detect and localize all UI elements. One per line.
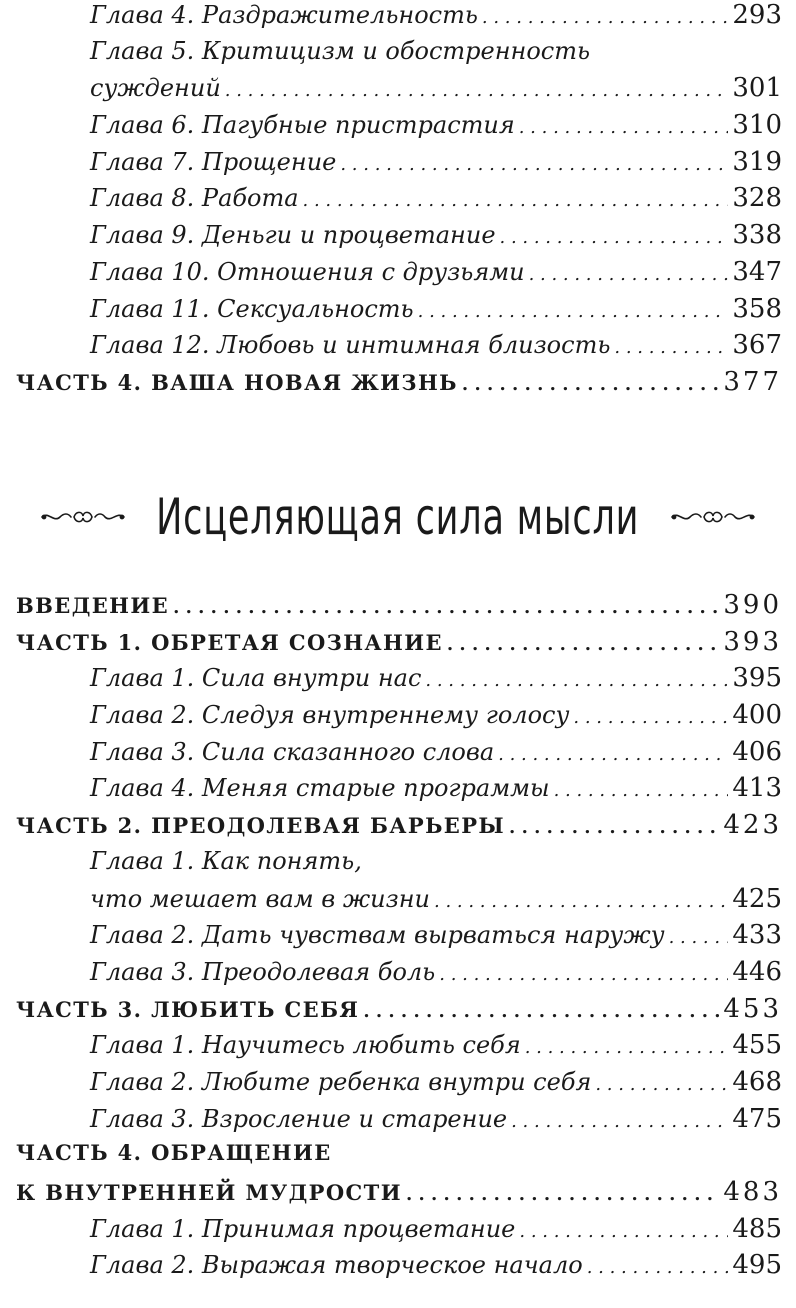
dot-leader <box>500 221 729 249</box>
dot-leader <box>173 593 719 618</box>
ornament-left-icon <box>38 502 128 532</box>
toc-entry-title: Глава 2. Любите ребенка внутри себя <box>90 1067 592 1096</box>
dot-leader <box>447 630 719 655</box>
toc-entry-page: 495 <box>732 1250 782 1281</box>
toc-entry <box>0 220 796 257</box>
dot-leader <box>482 1 728 29</box>
dot-leader <box>525 1031 729 1059</box>
toc-entry-title: Глава 9. Деньги и процветание <box>90 221 496 250</box>
dot-leader <box>511 1105 728 1133</box>
toc-entry-title: ЧАСТЬ 3. ЛЮБИТЬ СЕБЯ <box>16 996 360 1022</box>
toc-entry-page: 485 <box>732 1213 782 1244</box>
toc-entry-title: К ВНУТРЕННЕЙ МУДРОСТИ <box>16 1180 402 1205</box>
toc-entry-title: ЧАСТЬ 2. ПРЕОДОЛЕВАЯ БАРЬЕРЫ <box>16 813 506 839</box>
toc-entry <box>0 700 796 737</box>
toc-entry <box>0 1067 796 1104</box>
toc-entry-page: 293 <box>732 0 782 30</box>
toc-entry-title: ЧАСТЬ 1. ОБРЕТАЯ СОЗНАНИЕ <box>16 629 443 655</box>
toc-entry <box>0 957 796 994</box>
toc-entry <box>0 663 796 700</box>
dot-leader <box>529 258 729 286</box>
toc-entry-page: 446 <box>732 956 782 987</box>
toc-entry-page: 433 <box>732 920 782 951</box>
toc-entry-title: Глава 3. Сила сказанного слова <box>90 737 495 766</box>
ornament-right-icon <box>668 502 758 532</box>
toc-entry-page: 468 <box>732 1066 782 1097</box>
dot-leader <box>434 885 728 913</box>
toc-entry <box>0 627 796 664</box>
toc-entry-title: Глава 12. Любовь и интимная близость <box>90 331 611 360</box>
toc-entry <box>0 1214 796 1251</box>
dot-leader <box>418 295 729 323</box>
toc-entry <box>0 294 796 331</box>
section-heading: Исцеляющая сила мысли <box>156 488 640 546</box>
toc-entry <box>0 73 796 110</box>
toc-entry <box>0 330 796 367</box>
toc-entry <box>0 773 796 810</box>
toc-entry <box>0 1250 796 1287</box>
toc-entry-title: ЧАСТЬ 4. ВАША НОВАЯ ЖИЗНЬ <box>16 369 458 395</box>
toc-entry <box>0 920 796 957</box>
toc-entry <box>0 994 796 1031</box>
toc-entry-title: Глава 1. Сила внутри нас <box>90 664 422 693</box>
toc-entry <box>0 257 796 294</box>
dot-leader <box>340 148 728 176</box>
toc-entry-page: 301 <box>732 73 782 104</box>
dot-leader <box>554 774 729 802</box>
toc-top-list <box>0 0 796 404</box>
dot-leader <box>669 921 729 949</box>
toc-entry-page: 390 <box>723 590 782 620</box>
dot-leader <box>425 664 728 692</box>
toc-entry-page: 377 <box>723 366 782 397</box>
toc-entry <box>0 1104 796 1141</box>
dot-leader <box>406 1180 719 1205</box>
dot-leader <box>614 331 728 359</box>
toc-entry-page: 367 <box>732 330 782 361</box>
toc-entry-page: 406 <box>732 736 782 767</box>
toc-entry-page: 455 <box>732 1030 782 1061</box>
toc-entry <box>0 1140 796 1177</box>
toc-entry-page: 453 <box>723 993 782 1024</box>
toc-entry <box>0 1177 796 1214</box>
toc-entry <box>0 847 796 884</box>
toc-entry-page: 310 <box>732 110 782 141</box>
toc-entry-page: 400 <box>732 700 782 731</box>
toc-entry-title: Глава 7. Прощение <box>90 147 337 176</box>
toc-entry-page: 347 <box>732 256 782 287</box>
dot-leader <box>303 184 729 212</box>
toc-entry-title: Глава 1. Принимая процветание <box>90 1214 516 1243</box>
toc-entry-page: 395 <box>732 663 782 694</box>
toc-entry <box>0 37 796 74</box>
toc-entry-title: Глава 4. Раздражительность <box>90 1 478 29</box>
toc-entry-page: 393 <box>723 626 782 657</box>
toc-entry-title: ВВЕДЕНИЕ <box>16 593 170 618</box>
toc-entry-title: Глава 2. Выражая творческое начало <box>90 1251 583 1280</box>
toc-entry-title: Глава 5. Критицизм и обостренность <box>90 36 591 65</box>
toc-entry <box>0 367 796 404</box>
dot-leader <box>462 370 719 395</box>
dot-leader <box>363 997 719 1022</box>
dot-leader <box>573 701 728 729</box>
toc-entry-title: Глава 8. Работа <box>90 184 299 213</box>
toc-entry-title: Глава 2. Дать чувствам вырваться наружу <box>90 921 665 950</box>
toc-entry <box>0 884 796 921</box>
toc-entry-page: 475 <box>732 1103 782 1134</box>
toc-entry-title: Глава 3. Взросление и старение <box>90 1104 508 1133</box>
dot-leader <box>587 1251 729 1279</box>
toc-entry-page: 413 <box>732 773 782 804</box>
toc-entry-page: 338 <box>732 220 782 251</box>
dot-leader <box>498 738 728 766</box>
toc-entry-page: 425 <box>732 883 782 914</box>
toc-entry-title: Глава 1. Как понять, <box>90 846 362 875</box>
toc-entry-title: Глава 4. Меняя старые программы <box>90 774 550 803</box>
toc-entry-title: ЧАСТЬ 4. ОБРАЩЕНИЕ <box>16 1140 332 1166</box>
dot-leader <box>519 1215 728 1243</box>
toc-entry-page: 358 <box>732 293 782 324</box>
dot-leader <box>509 813 719 838</box>
toc-entry-title: Глава 2. Следуя внутреннему голосу <box>90 701 570 730</box>
toc-entry <box>0 810 796 847</box>
toc-entry-title: Глава 11. Сексуальность <box>90 294 414 323</box>
toc-entry-page: 423 <box>723 810 782 841</box>
toc-entry <box>0 110 796 147</box>
toc-entry <box>0 0 796 37</box>
toc-entry-title: Глава 10. Отношения с друзьями <box>90 257 525 286</box>
toc-entry <box>0 590 796 627</box>
dot-leader <box>225 74 729 102</box>
toc-entry-page: 328 <box>732 183 782 214</box>
toc-entry <box>0 737 796 774</box>
toc-entry <box>0 1030 796 1067</box>
toc-bottom-list <box>0 590 796 1287</box>
toc-entry-title: Глава 1. Научитесь любить себя <box>90 1031 521 1060</box>
toc-entry-title: Глава 6. Пагубные пристрастия <box>90 111 515 140</box>
toc-entry-page: 483 <box>723 1177 782 1207</box>
dot-leader <box>519 111 729 139</box>
toc-entry <box>0 183 796 220</box>
toc-entry <box>0 147 796 184</box>
toc-entry-title: Глава 3. Преодолевая боль <box>90 957 436 986</box>
toc-entry-title: суждений <box>90 74 221 103</box>
toc-entry-title: что мешает вам в жизни <box>90 884 430 913</box>
toc-entry-page: 319 <box>732 146 782 177</box>
dot-leader <box>439 958 728 986</box>
section-heading-block <box>0 478 796 556</box>
dot-leader <box>595 1068 728 1096</box>
